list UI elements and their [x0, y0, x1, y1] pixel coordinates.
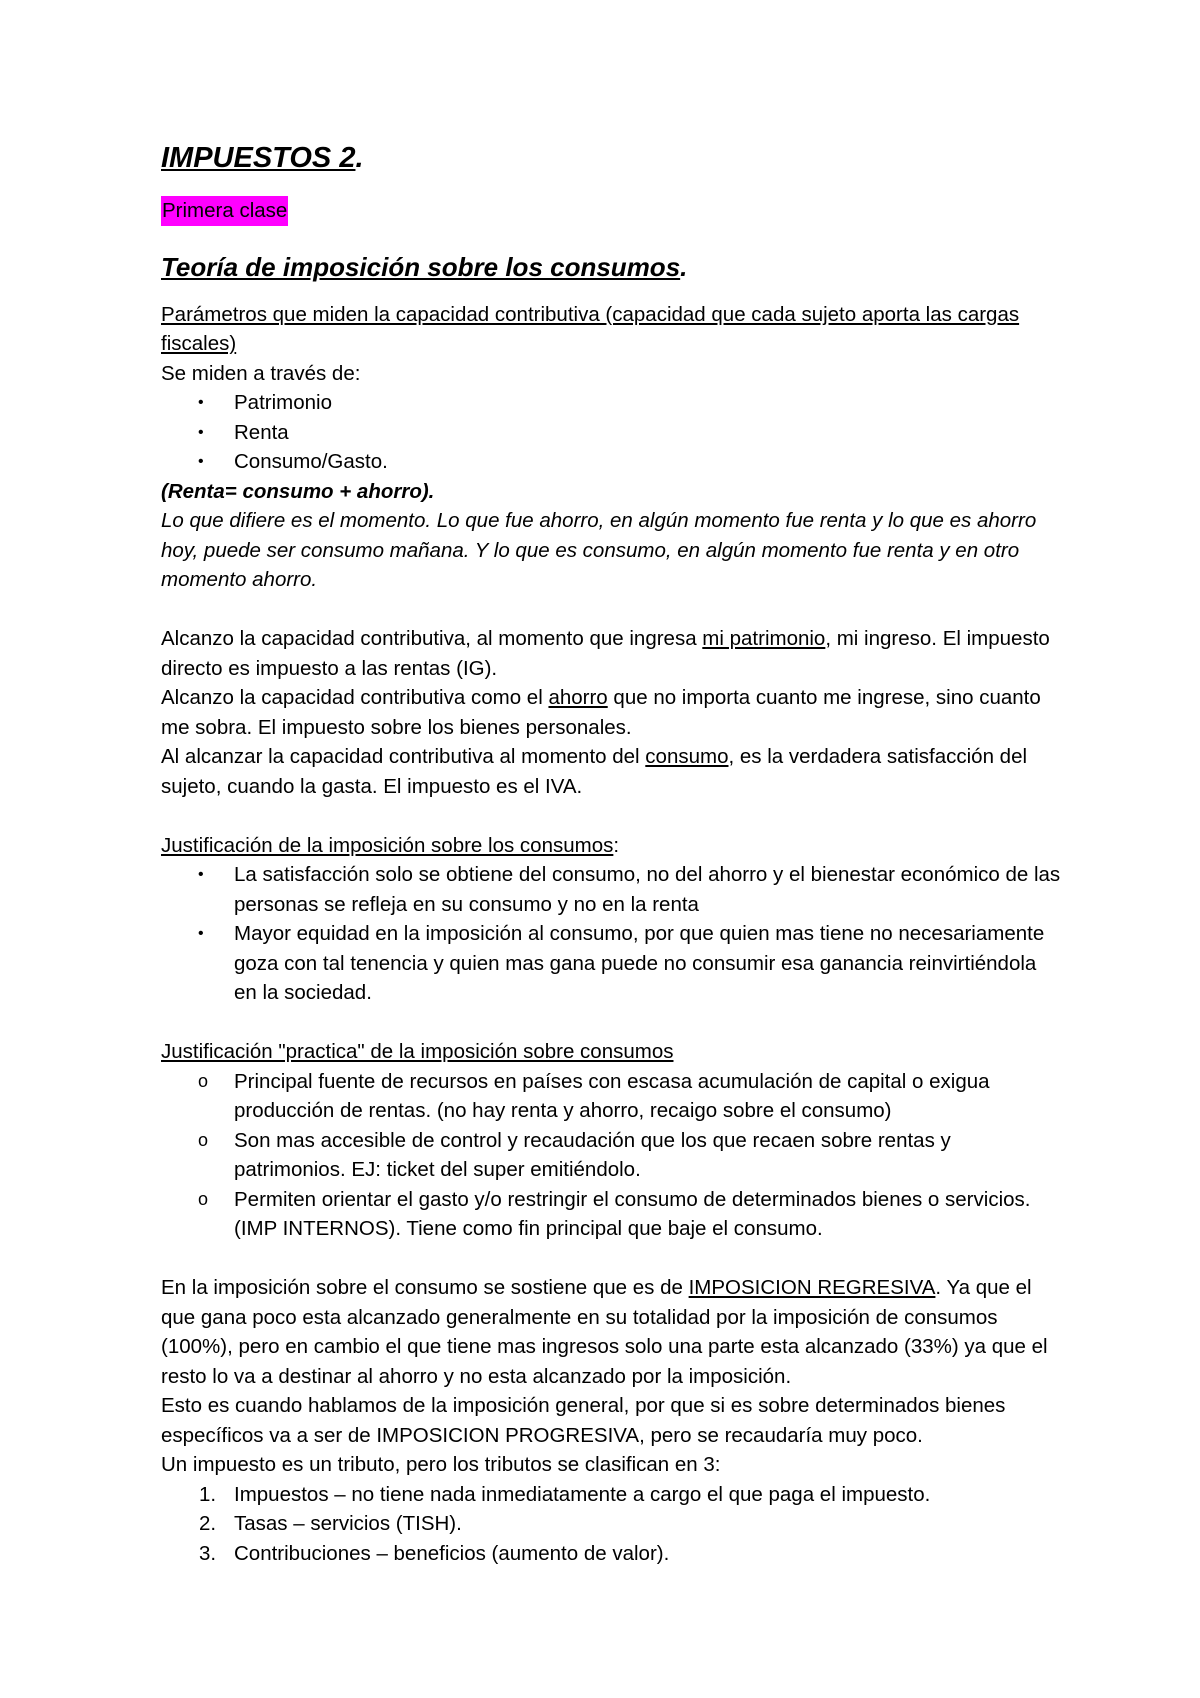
list-number: 2.	[199, 1512, 217, 1535]
list-item-text: Permiten orientar el gasto y/o restringir el consumo de determinados bienes o servicios. (IMP INTERNOS). Tiene como fin principal que baje el consumo.	[234, 1187, 1031, 1240]
bullet-icon: •	[198, 394, 204, 411]
text-run: que no importa cuanto me ingrese, sino cuanto me sobra. El impuesto sobre los bienes personales.	[161, 686, 1041, 739]
underlined-term: mi patrimonio	[702, 627, 826, 650]
bullet-icon: •	[198, 866, 204, 883]
section-title-period: .	[680, 251, 688, 282]
practical-heading: Justificación "practica" de la imposición sobre consumos	[161, 1040, 674, 1063]
paragraph-patrimonio	[161, 624, 1061, 683]
params-heading: Parámetros que miden la capacidad contributiva (capacidad que cada sujeto aporta las cargas fiscales)	[161, 302, 1020, 355]
text-run: , es la verdadera satisfacción del sujeto, cuando la gasta. El impuesto es el IVA.	[161, 745, 1028, 798]
practical-list	[161, 1067, 1061, 1244]
underlined-term: ahorro	[548, 686, 608, 709]
list-item	[161, 388, 1061, 418]
justification-list	[161, 860, 1061, 1008]
measures-list	[161, 388, 1061, 477]
class-label-line	[161, 196, 1061, 250]
tributes-list	[161, 1480, 1061, 1569]
title-period: .	[355, 142, 364, 174]
list-item-text: Son mas accesible de control y recaudación que los que recaen sobre rentas y patrimonios. EJ: ticket del super emitiéndolo.	[234, 1128, 951, 1181]
text-run: Al alcanzar la capacidad contributiva al momento del	[161, 745, 646, 768]
text-run: En la imposición sobre el consumo se sostiene que es de	[161, 1276, 689, 1299]
list-item	[161, 1480, 1061, 1510]
text-run: Alcanzo la capacidad contributiva como el	[161, 686, 549, 709]
circle-bullet-icon: o	[198, 1070, 209, 1091]
class-label: Primera clase	[161, 196, 288, 226]
measured-by: Se miden a través de:	[161, 361, 361, 385]
section-title-text: Teoría de imposición sobre los consumos	[161, 251, 681, 282]
paragraph-regresiva	[161, 1273, 1061, 1391]
spacer	[161, 595, 1061, 625]
list-item	[161, 1067, 1061, 1126]
list-item-text: Mayor equidad en la imposición al consumo, por que quien mas tiene no necesariamente goza con tal tenencia y quien mas gana puede no consumir esa ganancia reinvirtiéndola en la sociedad.	[234, 922, 1045, 1004]
justification-heading	[161, 831, 1061, 861]
paragraph-general: Esto es cuando hablamos de la imposición general, por que si es sobre determinados bienes específicos va a ser de IMPOSICION PROGRESIVA, pero se recaudaría muy poco.	[161, 1394, 1006, 1447]
list-item	[161, 1539, 1061, 1569]
formula-note: Lo que difiere es el momento. Lo que fue ahorro, en algún momento fue renta y lo que es ahorro hoy, puede ser consumo mañana. Y lo que es consumo, en algún momento fue renta y en otro momento ahorro.	[161, 509, 1037, 591]
list-item	[161, 1509, 1061, 1539]
text-run: Alcanzo la capacidad contributiva, al momento que ingresa	[161, 627, 703, 650]
list-item	[161, 860, 1061, 919]
spacer	[161, 1008, 1061, 1038]
list-item-text: Impuestos – no tiene nada inmediatamente a cargo el que paga el impuesto.	[234, 1482, 931, 1506]
list-item-text: Patrimonio	[234, 391, 332, 414]
bullet-icon: •	[198, 925, 204, 942]
spacer	[161, 801, 1061, 831]
spacer	[161, 1244, 1061, 1274]
tributes-intro: Un impuesto es un tributo, pero los tributos se clasifican en 3:	[161, 1453, 721, 1476]
list-item	[161, 919, 1061, 1008]
list-item-text: La satisfacción solo se obtiene del consumo, no del ahorro y el bienestar económico de las personas se refleja en su consumo y no en la renta	[234, 863, 1061, 916]
list-item	[161, 447, 1061, 477]
list-item-text: Consumo/Gasto.	[234, 450, 388, 473]
list-item	[161, 1185, 1061, 1244]
bullet-icon: •	[198, 423, 204, 441]
text-run: , mi ingreso. El impuesto directo es impuesto a las rentas (IG).	[161, 627, 1050, 680]
text-run: . Ya que el que gana poco esta alcanzado generalmente en su totalidad por la imposición de consumos (100%), pero en cambio el que tiene mas ingresos solo una parte esta alcanzado (33%) ya que el resto lo va a destinar al ahorro y no esta alcanzado por la imposición.	[161, 1276, 1048, 1388]
list-item-text: Tasas – servicios (TISH).	[234, 1512, 462, 1535]
bullet-icon: •	[198, 453, 204, 470]
formula: (Renta= consumo + ahorro).	[161, 479, 435, 503]
section-title	[161, 250, 1061, 284]
paragraph-ahorro	[161, 683, 1061, 742]
list-item	[161, 1126, 1061, 1185]
circle-bullet-icon: o	[198, 1129, 209, 1150]
justification-heading-text: Justificación de la imposición sobre los consumos	[161, 833, 614, 857]
list-item-text: Renta	[234, 420, 289, 444]
circle-bullet-icon: o	[198, 1188, 209, 1209]
paragraph-consumo	[161, 742, 1061, 801]
underlined-term: IMPOSICION REGRESIVA	[688, 1276, 936, 1299]
underlined-term: consumo	[645, 745, 729, 768]
title-text: IMPUESTOS 2	[161, 142, 356, 174]
list-item-text: Principal fuente de recursos en países con escasa acumulación de capital o exigua producción de rentas. (no hay renta y ahorro, recaigo sobre el consumo)	[234, 1069, 990, 1122]
list-number: 3.	[199, 1541, 217, 1565]
document-body	[161, 140, 1061, 1568]
list-number: 1.	[199, 1482, 217, 1506]
list-item	[161, 418, 1061, 448]
page-title	[161, 140, 1061, 176]
list-item-text: Contribuciones – beneficios (aumento de valor).	[234, 1541, 670, 1565]
justification-heading-colon: :	[613, 833, 620, 857]
